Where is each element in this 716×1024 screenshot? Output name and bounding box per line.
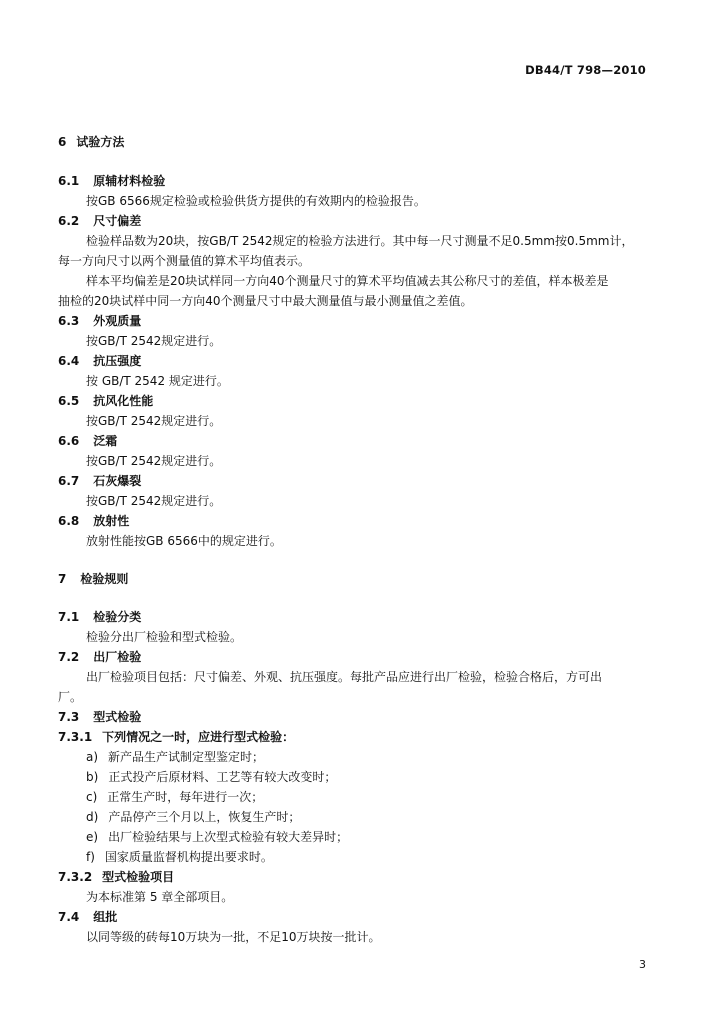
section-title: 检验规则	[80, 572, 129, 586]
section-number: 6.8	[58, 514, 80, 528]
section-title: 出厂检验	[93, 650, 142, 664]
section-6-8-text: 放射性能按GB 6566中的规定进行。	[86, 534, 282, 548]
list-item	[86, 789, 263, 805]
section-title: 型式检验	[93, 710, 142, 724]
list-item	[86, 829, 348, 845]
list-text: 正式投产后原材料、工艺等有较大改变时；	[108, 770, 337, 784]
section-6-7-heading	[58, 473, 141, 489]
section-number: 7.3	[58, 710, 80, 724]
section-number: 7	[58, 572, 67, 586]
list-item	[86, 769, 336, 785]
section-6-2-paragraph-1a: 检验样品数为20块，按GB/T 2542规定的检验方法进行。其中每一尺寸测量不足0.5mm按0.5mm计，	[86, 234, 634, 248]
section-number: 6.5	[58, 394, 80, 408]
section-6-7-text: 按GB/T 2542规定进行。	[86, 494, 222, 508]
section-6-2-paragraph-2a: 样本平均偏差是20块试样同一方向40个测量尺寸的算术平均值减去其公称尺寸的差值，样本极差是	[86, 274, 609, 288]
section-title: 组批	[93, 910, 118, 924]
section-6-3-heading	[58, 313, 141, 329]
section-title: 抗压强度	[93, 354, 142, 368]
section-7-1-heading	[58, 609, 141, 625]
list-text: 正常生产时，每年进行一次；	[107, 790, 264, 804]
section-7-4-heading	[58, 909, 117, 925]
section-title: 外观质量	[93, 314, 142, 328]
list-item	[86, 849, 273, 865]
section-6-heading	[58, 134, 124, 150]
section-7-2-paragraph-1a: 出厂检验项目包括：尺寸偏差、外观、抗压强度。每批产品应进行出厂检验，检验合格后，方可出	[86, 670, 603, 684]
list-text: 出厂检验结果与上次型式检验有较大差异时；	[108, 830, 349, 844]
section-number: 6.1	[58, 174, 80, 188]
section-7-2-heading	[58, 649, 141, 665]
section-6-3-text: 按GB/T 2542规定进行。	[86, 334, 222, 348]
section-number: 7.3.1	[58, 730, 93, 744]
section-title: 原辅材料检验	[93, 174, 166, 188]
section-number: 6.6	[58, 434, 80, 448]
section-7-2-paragraph-1b: 厂。	[58, 690, 83, 704]
section-number: 7.4	[58, 910, 80, 924]
section-7-3-heading	[58, 709, 141, 725]
section-number: 6.7	[58, 474, 80, 488]
section-title: 型式检验项目	[102, 870, 175, 884]
standard-code: DB44/T 798—2010	[525, 63, 646, 77]
list-item	[86, 749, 264, 765]
section-title: 放射性	[93, 514, 130, 528]
list-text: 国家质量监督机构提出要求时。	[104, 850, 273, 864]
section-6-4-heading	[58, 353, 141, 369]
list-marker: b)	[86, 770, 99, 784]
list-marker: f)	[86, 850, 95, 864]
section-number: 6.2	[58, 214, 80, 228]
section-6-1-text: 按GB 6566规定检验或检验供货方提供的有效期内的检验报告。	[86, 194, 426, 208]
section-number: 6.3	[58, 314, 80, 328]
section-number: 7.3.2	[58, 870, 93, 884]
section-6-1-heading	[58, 173, 165, 189]
list-marker: c)	[86, 790, 98, 804]
section-number: 7.1	[58, 610, 80, 624]
section-7-4-text: 以同等级的砖每10万块为一批，不足10万块按一批计。	[86, 930, 381, 944]
section-7-heading	[58, 571, 128, 587]
section-title: 泛霜	[93, 434, 118, 448]
section-title: 尺寸偏差	[93, 214, 142, 228]
section-7-3-1-heading	[58, 729, 294, 745]
section-7-1-text: 检验分出厂检验和型式检验。	[86, 630, 243, 644]
section-6-5-heading	[58, 393, 153, 409]
section-6-5-text: 按GB/T 2542规定进行。	[86, 414, 222, 428]
section-title: 试验方法	[76, 135, 125, 149]
section-6-4-text: 按 GB/T 2542 规定进行。	[86, 374, 229, 388]
section-number: 7.2	[58, 650, 80, 664]
section-number: 6.4	[58, 354, 80, 368]
list-item	[86, 809, 300, 825]
section-6-6-text: 按GB/T 2542规定进行。	[86, 454, 222, 468]
list-marker: a)	[86, 750, 99, 764]
section-title: 抗风化性能	[93, 394, 154, 408]
section-7-3-2-heading	[58, 869, 174, 885]
section-title: 检验分类	[93, 610, 142, 624]
list-marker: e)	[86, 830, 99, 844]
list-text: 新产品生产试制定型鉴定时；	[108, 750, 265, 764]
list-marker: d)	[86, 810, 99, 824]
section-title: 下列情况之一时，应进行型式检验：	[102, 730, 295, 744]
section-title: 石灰爆裂	[93, 474, 142, 488]
section-number: 6	[58, 135, 67, 149]
section-7-3-2-text: 为本标准第 5 章全部项目。	[86, 890, 234, 904]
section-6-2-paragraph-1b: 每一方向尺寸以两个测量值的算术平均值表示。	[58, 254, 311, 268]
section-6-8-heading	[58, 513, 129, 529]
page-number: 3	[639, 958, 646, 971]
section-6-2-paragraph-2b: 抽检的20块试样中同一方向40个测量尺寸中最大测量值与最小测量值之差值。	[58, 294, 473, 308]
section-6-2-heading	[58, 213, 141, 229]
section-6-6-heading	[58, 433, 117, 449]
list-text: 产品停产三个月以上，恢复生产时；	[108, 810, 301, 824]
